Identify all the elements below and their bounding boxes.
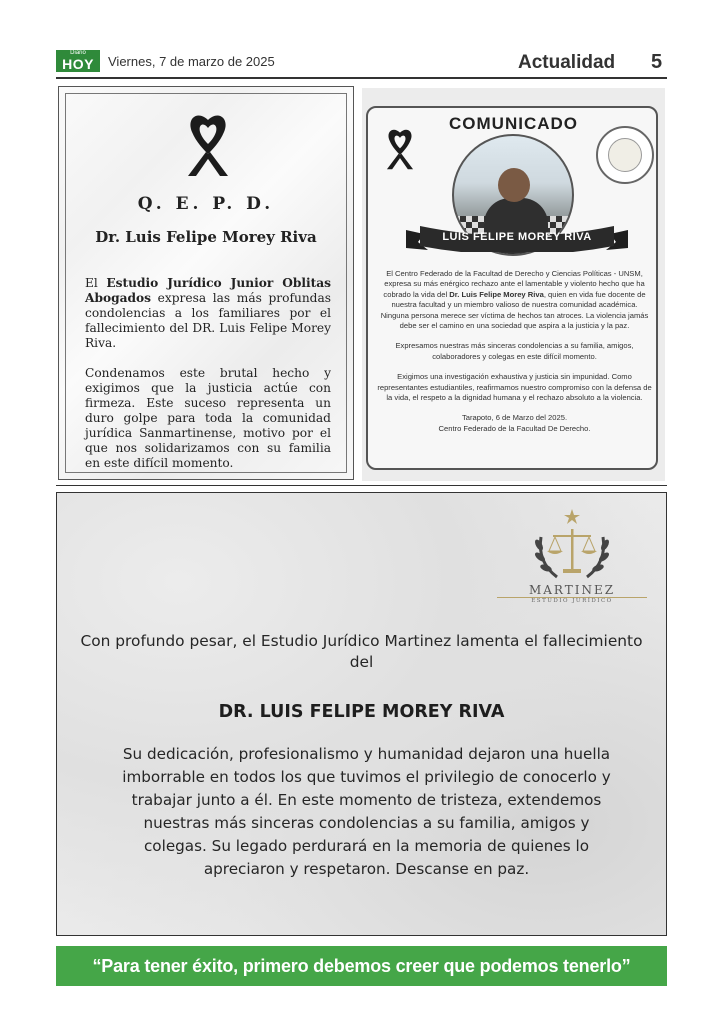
p1-pre: El — [85, 276, 107, 290]
comunicado-title: COMUNICADO — [449, 114, 578, 133]
issue-date: Viernes, 7 de marzo de 2025 — [108, 54, 275, 69]
signature: Centro Federado de la Facultad De Derecho. — [438, 423, 591, 433]
comunicado-paragraph-3: Exigimos una investigación exhaustiva y justicia sin impunidad. Como representantes estudiantiles, reafirmamos nuestro compromiso con la defensa de la vida, el respeto a la dignidad humana y el rechazo absoluto a la violencia. — [377, 372, 652, 403]
firm-logo-subtitle: ESTUDIO JURÍDICO — [531, 598, 613, 604]
firm-logo-name: MARTINEZ — [528, 583, 616, 597]
p1-post: , quien en vida fue docente de nuestra facultad y un miembro valioso de nuestra comunidad académica. — [391, 289, 646, 310]
deceased-name-large: DR. LUIS FELIPE MOREY RIVA — [218, 702, 505, 722]
mourning-ribbon-icon — [182, 112, 234, 178]
notice-paragraph-2: Condenamos este brutal hecho y exigimos que la justicia actúe con firmeza. Este suceso representa un duro golpe para toda la comunidad jurídica Sanmartinense, motivo por el que nos solidarizamos con su familia en este difícil momento. — [85, 366, 331, 470]
place-date: Tarapoto, 6 de Marzo del 2025. — [461, 413, 568, 423]
comunicado-signoff — [376, 413, 653, 434]
comunicado-paragraph-2: Expresamos nuestras más sinceras condolencias a su familia, amigos, colaboradores y colegas en este difícil momento. — [395, 341, 634, 361]
p1-pre: El Centro Federado de la Facultad de Derecho y Ciencias Políticas - UNSM, expresa su más enérgico rechazo ante el lamentable y violento hecho que ha cobrado la vida del — [383, 269, 645, 299]
scales-of-justice-icon — [527, 507, 617, 587]
p1-post: expresa las más profundas condolencias a los familiares por el fallecimiento del DR. Luis Felipe Morey Riva. — [85, 291, 331, 350]
newspaper-logo — [56, 50, 100, 72]
qepd-heading: Q. E. P. D. — [137, 194, 275, 214]
section-title: Actualidad — [518, 52, 616, 73]
condolence-body: Su dedicación, profesionalismo y humanidad dejaron una huella imborrable en todos los que tuvimos el privilegio de conocerlo y trabajar junto a él. En este momento de tristeza, extendemos nuestras más sinceras condolencias a su familia, amigos y colegas. Su legado perdurará en la memoria de quienes lo apreciaron y respetaron. Descanse en paz. — [122, 745, 611, 878]
logo-main-text: HOY — [62, 56, 94, 72]
firm-name-bold: Estudio Jurídico Junior Oblitas Abogados — [85, 276, 332, 305]
comunicado-paragraph-1 — [376, 269, 653, 311]
deceased-name: Dr. Luis Felipe Morey Riva — [95, 228, 317, 246]
mourning-ribbon-icon — [383, 126, 417, 172]
footer-quote: “Para tener éxito, primero debemos creer que podemos tenerlo” — [92, 955, 631, 976]
obituary-notice-oblitas — [58, 86, 354, 480]
section-divider — [56, 485, 667, 486]
name-bold: Dr. Luis Felipe Morey Riva — [449, 289, 544, 299]
notice-body — [85, 276, 331, 486]
notice-paragraph-1 — [85, 276, 331, 351]
photo-head — [498, 168, 530, 202]
banner-name: LUIS FELIPE MOREY RIVA — [442, 231, 592, 243]
faculty-seal-icon — [596, 126, 654, 184]
header-rule — [56, 77, 667, 79]
footer-quote-bar — [56, 946, 667, 986]
comunicado-notice — [362, 88, 665, 481]
obituary-notice-martinez — [56, 492, 667, 936]
page-number: 5 — [651, 51, 663, 73]
condolence-intro: Con profundo pesar, el Estudio Jurídico Martinez lamenta el fallecimiento del — [80, 632, 643, 671]
comunicado-body — [376, 269, 653, 434]
comunicado-paragraph-1b: Ninguna persona merece ser víctima de hechos tan atroces. La violencia jamás debe ser el camino en una sociedad que aspira a la justicia y la paz. — [380, 310, 649, 331]
logo-top-text: Diario — [70, 50, 86, 56]
seal-center — [608, 138, 642, 172]
